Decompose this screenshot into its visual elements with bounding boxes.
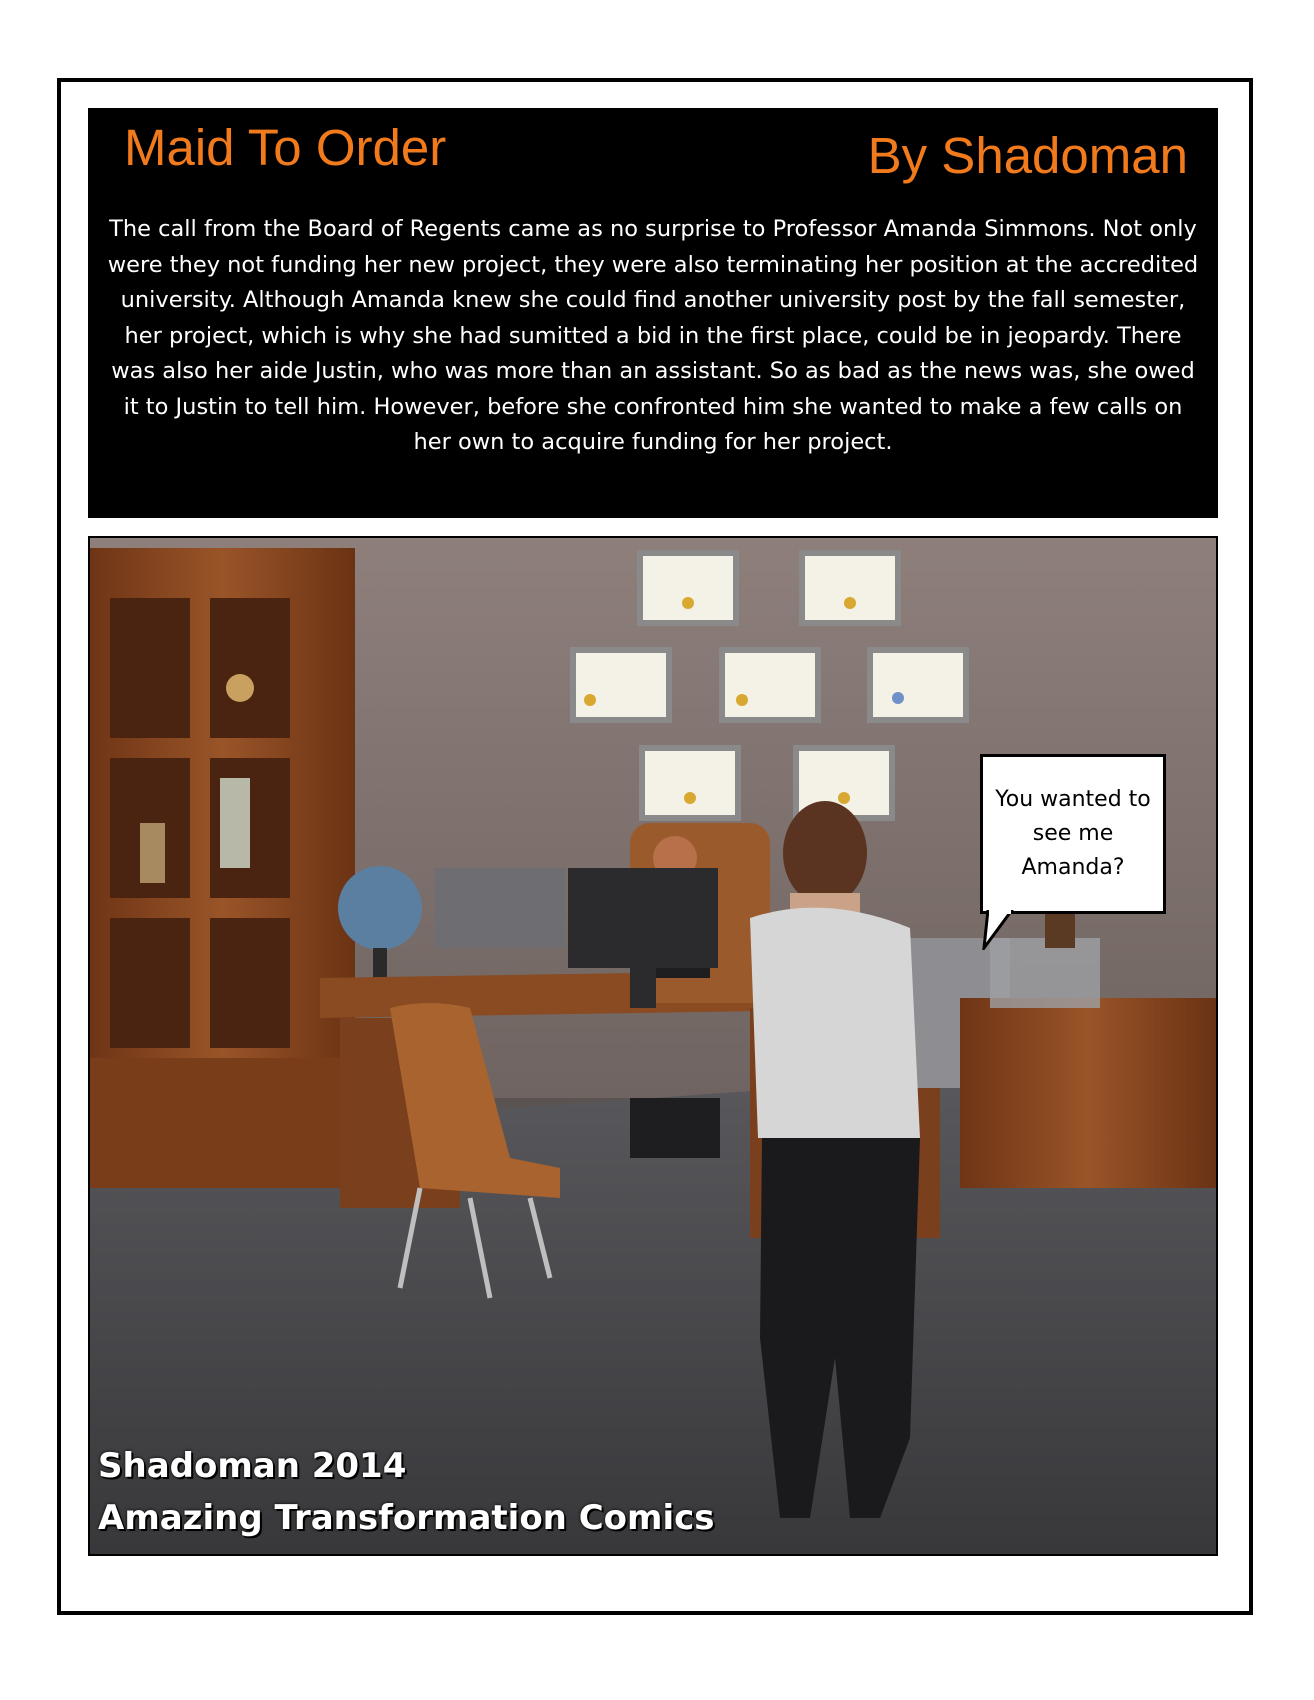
intro-narration: The call from the Board of Regents came as no surprise to Professor Amanda Simmons. Not only were they not funding her new project, they were also terminating her position at the accredited university. Although Amanda knew she could find another university post by the fall semester, her project, which is why she had sumitted a bid in the first place, could be in jeopardy. There was also her aide Justin, who was more than an assistant. So as bad as the news was, she owed it to Justin to tell him. However, before she confronted him she wanted to make a few calls on her own to acquire funding for her project. (107, 216, 1199, 455)
credit-author-year: Shadoman 2014 (98, 1446, 407, 1486)
header-panel (88, 108, 1218, 518)
scene-panel (88, 536, 1218, 1556)
speech-text: You wanted to see me Amanda? (995, 787, 1151, 880)
speech-bubble-tail (982, 910, 1022, 950)
comic-byline: By Shadoman (867, 127, 1188, 184)
office-scene-illustration (90, 538, 1216, 1554)
credit-publisher: Amazing Transformation Comics (98, 1498, 715, 1538)
comic-title: Maid To Order (124, 119, 447, 176)
speech-bubble (980, 754, 1166, 914)
